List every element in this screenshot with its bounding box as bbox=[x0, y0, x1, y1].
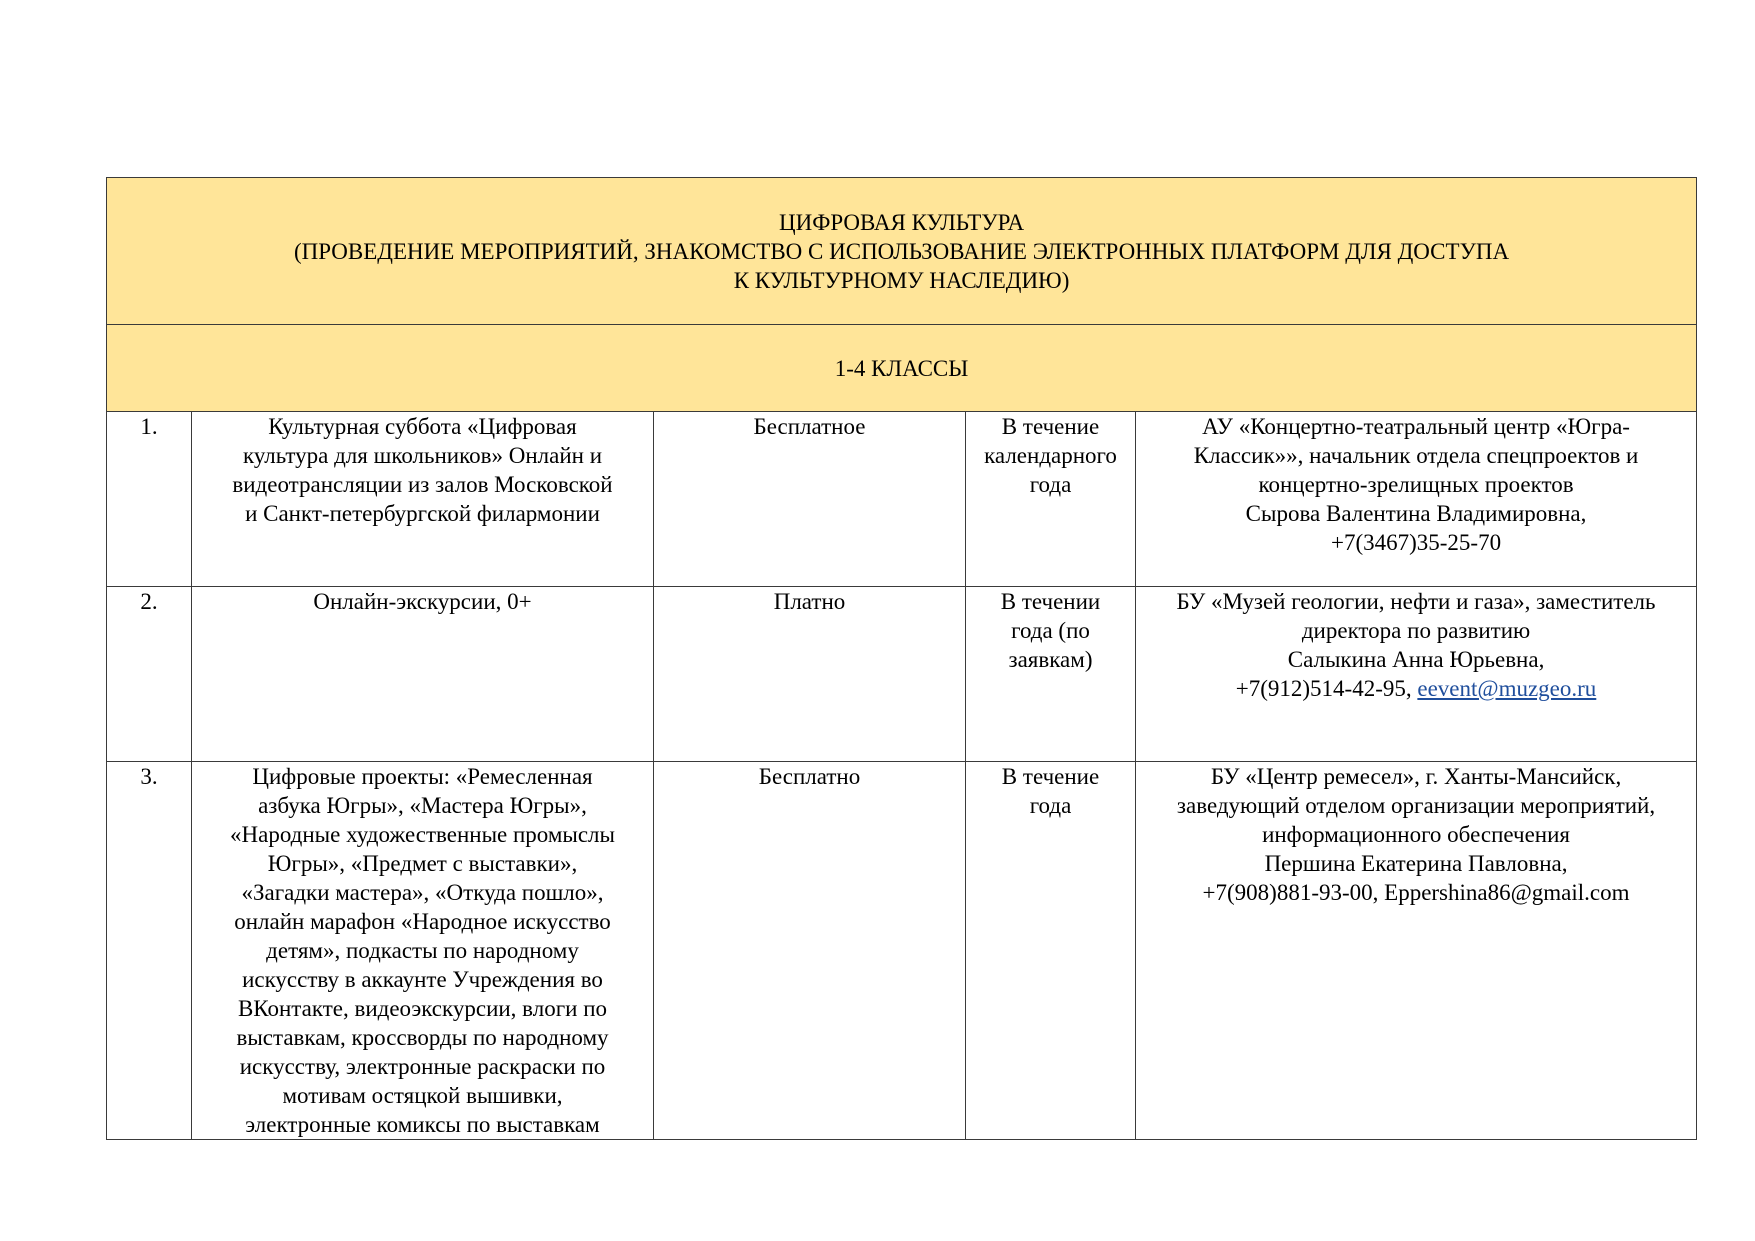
period-cell bbox=[966, 762, 1136, 1140]
cost-cell: Бесплатное bbox=[654, 412, 966, 587]
contact-line: концертно-зрелищных проектов bbox=[1258, 472, 1574, 497]
period-line: года (по bbox=[1011, 618, 1090, 643]
event-line: Югры», «Предмет с выставки», bbox=[267, 851, 578, 876]
table-row bbox=[107, 412, 1697, 587]
event-line: Цифровые проекты: «Ремесленная bbox=[252, 764, 593, 789]
contact-cell bbox=[1136, 587, 1697, 762]
events-table bbox=[106, 177, 1697, 1140]
title-line: ЦИФРОВАЯ КУЛЬТУРА bbox=[778, 209, 1025, 235]
period-line: В течении bbox=[1000, 589, 1101, 614]
event-line: выставкам, кроссворды по народному bbox=[236, 1025, 609, 1050]
title-line: (ПРОВЕДЕНИЕ МЕРОПРИЯТИЙ, ЗНАКОМСТВО С ИСПОЛЬЗОВАНИЕ ЭЛЕКТРОННЫХ ПЛАТФОРМ ДЛЯ ДОСТУПА bbox=[293, 238, 1510, 264]
event-line: детям», подкасты по народному bbox=[266, 938, 579, 963]
grade-label: 1-4 КЛАССЫ bbox=[107, 325, 1697, 412]
contact-line: +7(908)881-93-00, Eppershina86@gmail.com bbox=[1202, 880, 1630, 905]
period-line: В течение bbox=[1001, 764, 1100, 789]
event-line: искусству, электронные раскраски по bbox=[239, 1054, 606, 1079]
contact-line: директора по развитию bbox=[1301, 618, 1531, 643]
event-cell bbox=[192, 587, 654, 762]
contact-cell bbox=[1136, 412, 1697, 587]
event-line: и Санкт-петербургской филармонии bbox=[245, 501, 600, 526]
event-line: «Загадки мастера», «Откуда пошло», bbox=[241, 880, 604, 905]
contact-line: Салыкина Анна Юрьевна, bbox=[1287, 647, 1545, 672]
event-line: азбука Югры», «Мастера Югры», bbox=[258, 793, 587, 818]
contact-line: АУ «Концертно-театральный центр «Югра- bbox=[1202, 414, 1630, 439]
contact-phone-line bbox=[1142, 674, 1690, 703]
contact-line: Сырова Валентина Владимировна, bbox=[1245, 501, 1587, 526]
event-line: мотивам остяцкой вышивки, bbox=[282, 1083, 563, 1108]
cost-cell: Бесплатно bbox=[654, 762, 966, 1140]
table-title bbox=[107, 178, 1697, 325]
grade-row bbox=[107, 325, 1697, 412]
contact-line: заведующий отделом организации мероприятий, bbox=[1176, 793, 1656, 818]
table-row bbox=[107, 762, 1697, 1140]
event-line: культура для школьников» Онлайн и bbox=[242, 443, 603, 468]
event-line: электронные комиксы по выставкам bbox=[245, 1112, 600, 1137]
period-line: года bbox=[1029, 793, 1072, 818]
table-row bbox=[107, 587, 1697, 762]
event-line: ВКонтакте, видеоэкскурсии, влоги по bbox=[237, 996, 608, 1021]
contact-line: Классик»», начальник отдела спецпроектов и bbox=[1193, 443, 1639, 468]
title-line: К КУЛЬТУРНОМУ НАСЛЕДИЮ) bbox=[733, 267, 1070, 293]
period-cell bbox=[966, 412, 1136, 587]
event-line: искусству в аккаунте Учреждения во bbox=[242, 967, 603, 992]
event-cell bbox=[192, 412, 654, 587]
table-title-row bbox=[107, 178, 1697, 325]
contact-line: +7(3467)35-25-70 bbox=[1330, 530, 1502, 555]
event-line: онлайн марафон «Народное искусство bbox=[234, 909, 611, 934]
event-line: Онлайн-экскурсии, 0+ bbox=[313, 589, 532, 614]
contact-line: БУ «Музей геологии, нефти и газа», заместитель bbox=[1176, 589, 1656, 614]
event-line: видеотрансляции из залов Московской bbox=[232, 472, 613, 497]
event-line: «Народные художественные промыслы bbox=[230, 822, 615, 847]
period-line: В течение bbox=[1001, 414, 1100, 439]
row-number: 3. bbox=[107, 762, 192, 1140]
event-line: Культурная суббота «Цифровая bbox=[268, 414, 577, 439]
period-line: заявкам) bbox=[1008, 647, 1093, 672]
row-number: 1. bbox=[107, 412, 192, 587]
cost-cell: Платно bbox=[654, 587, 966, 762]
contact-line: Першина Екатерина Павловна, bbox=[1264, 851, 1568, 876]
period-line: года bbox=[1029, 472, 1072, 497]
email-link[interactable]: eevent@muzgeo.ru bbox=[1417, 676, 1597, 701]
contact-phone: +7(912)514-42-95, bbox=[1235, 676, 1418, 701]
contact-line: БУ «Центр ремесел», г. Ханты-Мансийск, bbox=[1210, 764, 1622, 789]
period-cell bbox=[966, 587, 1136, 762]
contact-line: информационного обеспечения bbox=[1262, 822, 1570, 847]
row-number: 2. bbox=[107, 587, 192, 762]
period-line: календарного bbox=[984, 443, 1117, 468]
contact-cell bbox=[1136, 762, 1697, 1140]
event-cell bbox=[192, 762, 654, 1140]
